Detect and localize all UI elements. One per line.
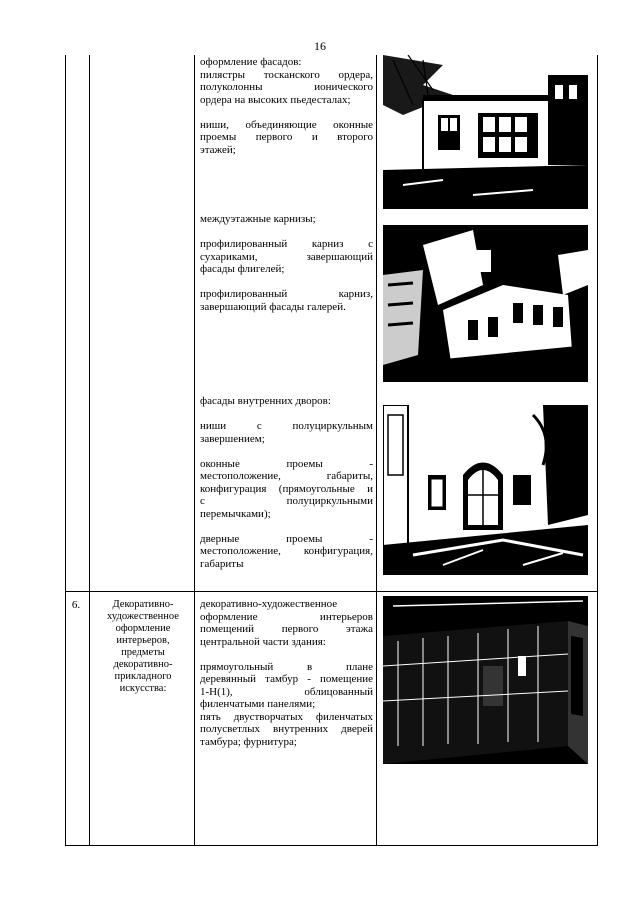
text-line: оформление: [115, 623, 171, 634]
text-line: художественное: [107, 611, 179, 622]
text-line: интерьеров,: [116, 635, 170, 646]
facade-photo: [383, 55, 588, 209]
column-divider: [376, 55, 377, 846]
text-line: местоположение, конфигурация,: [200, 545, 373, 557]
blank-line: [200, 648, 373, 661]
page-number: 16: [314, 39, 326, 53]
text-line: перемычками);: [200, 507, 271, 520]
vestibule-interior-photo: [383, 596, 588, 764]
facade-description-block: [200, 56, 373, 156]
table-border-right: [597, 55, 598, 846]
text-line: профилированный карниз,: [200, 288, 373, 300]
column-divider: [194, 55, 195, 846]
cornice-description-block: [200, 213, 373, 313]
courtyard-facade-photo: [383, 405, 588, 575]
text-line: Декоративно-: [112, 599, 174, 610]
text-line: тамбура; фурнитура;: [200, 735, 297, 748]
text-line: оконные проемы -: [200, 457, 373, 470]
text-line: пилястры тосканского ордера,: [200, 68, 373, 81]
text-line: декоративно-: [113, 659, 173, 670]
text-line: оформление фасадов:: [200, 56, 302, 68]
blank-line: [200, 445, 373, 458]
text-line: ниши с полуциркульным: [200, 420, 373, 432]
text-line: полусветлых внутренних дверей: [200, 723, 373, 735]
column-divider: [89, 55, 90, 846]
text-line: декоративно-художественное: [200, 598, 338, 610]
row-divider: [65, 591, 598, 592]
text-line: ордера на высоких пьедесталах;: [200, 93, 351, 106]
text-line: оформление интерьеров: [200, 610, 373, 623]
text-line: фасады флигелей;: [200, 263, 285, 275]
text-line: местоположение, габариты,: [200, 470, 373, 482]
text-line: междуэтажные карнизы;: [200, 213, 316, 225]
table-border-left: [65, 55, 66, 846]
blank-line: [200, 276, 373, 289]
text-line: проемы первого и второго: [200, 131, 373, 143]
blank-line: [200, 408, 373, 421]
text-line: центральной части здания:: [200, 635, 326, 648]
text-line: полуколонны ионического: [200, 81, 373, 93]
text-line: этажей;: [200, 143, 236, 156]
blank-line: [200, 520, 373, 533]
text-line: 1-Н(1), облицованный: [200, 685, 373, 698]
text-line: прикладного: [114, 671, 172, 682]
courtyard-description-block: [200, 395, 373, 570]
text-line: конфигурация (прямоугольные и: [200, 482, 373, 495]
text-line: сухариками, завершающий: [200, 250, 373, 263]
text-line: искусства:: [119, 683, 167, 694]
text-line: прямоугольный в плане: [200, 660, 373, 673]
interior-description-block: [200, 598, 373, 748]
text-line: деревянный тамбур - помещение: [200, 673, 373, 685]
text-line: фасады внутренних дворов:: [200, 395, 331, 407]
table-border-bottom: [65, 845, 598, 846]
blank-line: [200, 226, 373, 239]
document-table: [65, 55, 598, 846]
text-line: пять двустворчатых филенчатых: [200, 710, 373, 723]
row-title: [91, 599, 195, 695]
text-line: дверные проемы -: [200, 532, 373, 545]
text-line: с полуциркульными: [200, 495, 373, 507]
text-line: ниши, объединяющие оконные: [200, 118, 373, 131]
text-line: завершением;: [200, 432, 265, 445]
text-line: предметы: [121, 647, 165, 658]
text-line: помещений первого этажа: [200, 623, 373, 635]
text-line: филенчатыми панелями;: [200, 698, 316, 710]
text-line: завершающий фасады галерей.: [200, 300, 346, 313]
text-line: габариты: [200, 557, 244, 570]
text-line: профилированный карниз с: [200, 238, 373, 250]
row-number: 6.: [71, 599, 81, 611]
courtyard-photo: [383, 225, 588, 382]
blank-line: [200, 106, 373, 119]
